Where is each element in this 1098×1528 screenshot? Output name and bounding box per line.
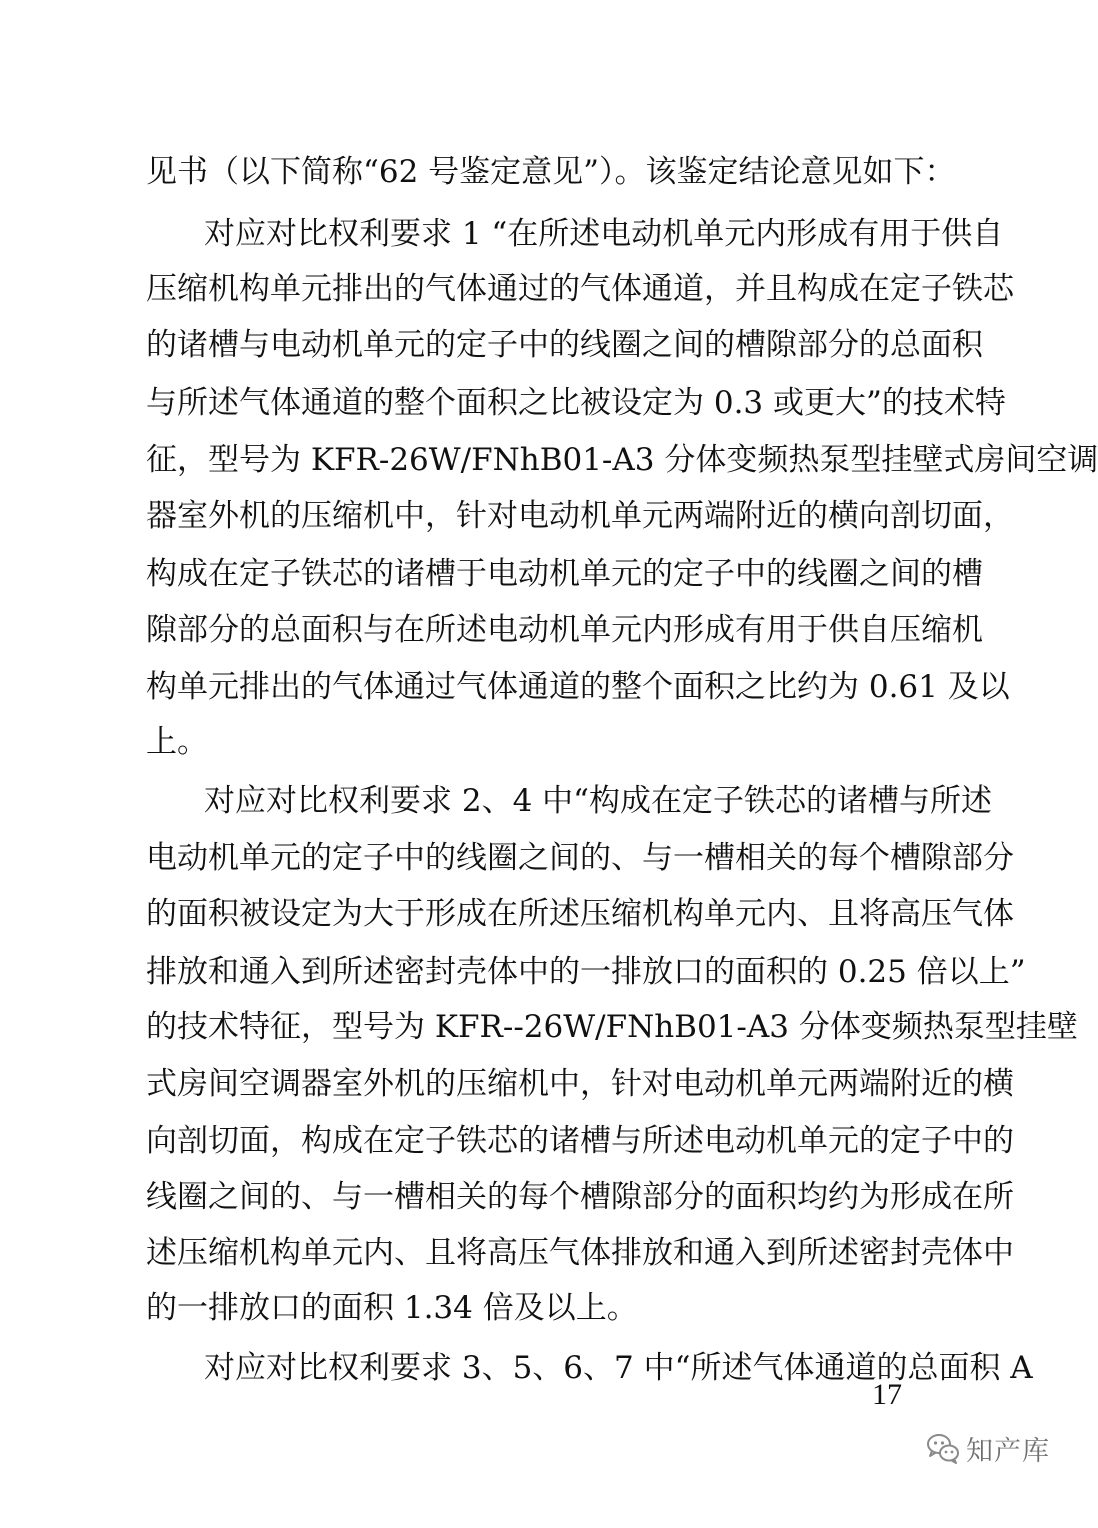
text-line: 对应对比权利要求 3、5、6、7 中“所述气体通道的总面积 A (204, 1350, 1033, 1386)
text-line: 式房间空调器室外机的压缩机中，针对电动机单元两端附近的横 (146, 1066, 1014, 1102)
text-line: 线圈之间的、与一槽相关的每个槽隙部分的面积均约为形成在所 (146, 1179, 1014, 1215)
text-line: 构成在定子铁芯的诸槽于电动机单元的定子中的线圈之间的槽 (146, 556, 983, 592)
text-line: 的面积被设定为大于形成在所述压缩机构单元内、且将高压气体 (146, 896, 1014, 932)
text-line: 器室外机的压缩机中，针对电动机单元两端附近的横向剖切面， (146, 498, 1014, 534)
wechat-icon (926, 1431, 960, 1465)
text-line: 对应对比权利要求 2、4 中“构成在定子铁芯的诸槽与所述 (204, 783, 992, 819)
text-line: 见书（以下简称“62 号鉴定意见”）。该鉴定结论意见如下： (146, 154, 956, 190)
text-line: 构单元排出的气体通过气体通道的整个面积之比约为 0.61 及以 (146, 669, 1010, 705)
text-line: 述压缩机构单元内、且将高压气体排放和通入到所述密封壳体中 (146, 1235, 1014, 1271)
text-line: 的技术特征，型号为 KFR--26W/FNhB01-A3 分体变频热泵型挂壁 (146, 1009, 1078, 1045)
text-line: 压缩机构单元排出的气体通过的气体通道，并且构成在定子铁芯 (146, 271, 1014, 307)
text-line: 与所述气体通道的整个面积之比被设定为 0.3 或更大”的技术特 (146, 385, 1006, 421)
text-line: 排放和通入到所述密封壳体中的一排放口的面积的 0.25 倍以上” (146, 954, 1026, 990)
text-line: 电动机单元的定子中的线圈之间的、与一槽相关的每个槽隙部分 (146, 840, 1014, 876)
text-line: 上。 (146, 724, 208, 760)
text-line: 向剖切面，构成在定子铁芯的诸槽与所述电动机单元的定子中的 (146, 1123, 1014, 1159)
watermark-text: 知产库 (966, 1435, 1050, 1467)
text-line: 的一排放口的面积 1.34 倍及以上。 (146, 1290, 638, 1326)
text-line: 对应对比权利要求 1 “在所述电动机单元内形成有用于供自 (204, 216, 1004, 252)
text-line: 征，型号为 KFR-26W/FNhB01-A3 分体变频热泵型挂壁式房间空调 (146, 442, 1098, 478)
page-number: 17 (872, 1378, 902, 1411)
text-line: 隙部分的总面积与在所述电动机单元内形成有用于供自压缩机 (146, 612, 983, 648)
watermark (926, 1426, 1050, 1470)
text-line: 的诸槽与电动机单元的定子中的线圈之间的槽隙部分的总面积 (146, 327, 983, 363)
